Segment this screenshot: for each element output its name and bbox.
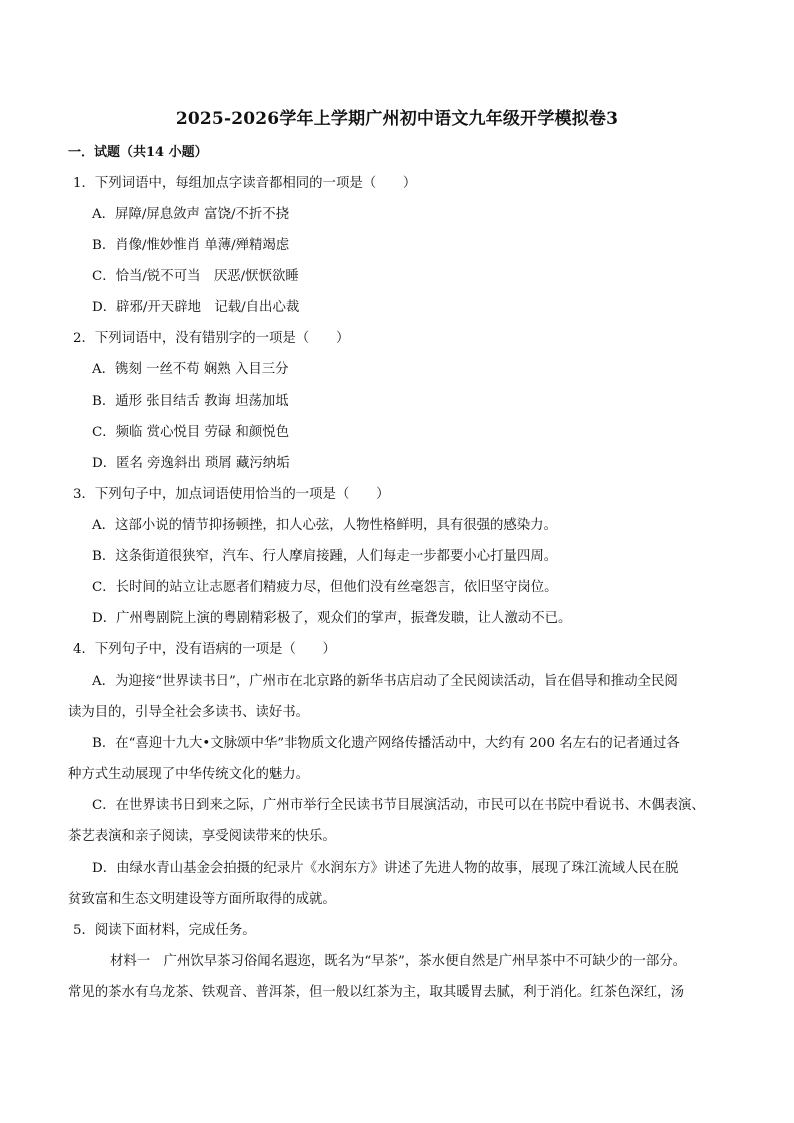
question-1-stem: 1．下列词语中，每组加点字读音都相同的一项是（ ） bbox=[73, 176, 417, 191]
question-1-option-c: C．恰当/锐不可当 厌恶/恹恹欲睡 bbox=[92, 269, 299, 284]
question-4-option-b: B．在“喜迎十九大•文脉颂中华”非物质文化遗产网络传播活动中，大约有 200 名左右的记者通过各 bbox=[92, 736, 680, 751]
question-4-option-d: D．由绿水青山基金会拍摄的纪录片《水润东方》讲述了先进人物的故事，展现了珠江流域人民在脱 bbox=[92, 861, 679, 876]
question-3-option-a: A．这部小说的情节抑扬顿挫，扣人心弦，人物性格鲜明，具有很强的感染力。 bbox=[92, 518, 557, 533]
question-3-option-b: B．这条街道很狭窄，汽车、行人摩肩接踵，人们每走一步都要小心打量四周。 bbox=[92, 549, 558, 564]
question-2-option-a: A．镌刻 一丝不苟 娴熟 入目三分 bbox=[92, 362, 289, 377]
question-4-option-c-cont: 茶艺表演和亲子阅读，享受阅读带来的快乐。 bbox=[68, 829, 336, 844]
question-4-option-b-cont: 种方式生动展现了中华传统文化的魅力。 bbox=[68, 767, 310, 782]
page-title: 2025-2026学年上学期广州初中语文九年级开学模拟卷3 bbox=[175, 109, 619, 129]
question-1-option-a: A．屏障/屏息敛声 富饶/不折不挠 bbox=[92, 207, 290, 222]
question-4-stem: 4．下列句子中，没有语病的一项是（ ） bbox=[73, 642, 336, 657]
question-3-option-d: D．广州粤剧院上演的粤剧精彩极了，观众们的掌声，振聋发聩，让人激动不已。 bbox=[92, 611, 572, 626]
question-1-option-d: D．辟邪/开天辟地 记载/自出心裁 bbox=[92, 300, 300, 315]
question-2-option-b: B．遁形 张目结舌 教诲 坦荡加坻 bbox=[92, 394, 289, 409]
question-3-option-c: C．长时间的站立让志愿者们精疲力尽，但他们没有丝毫怨言，依旧坚守岗位。 bbox=[92, 580, 558, 595]
question-5-stem: 5．阅读下面材料，完成任务。 bbox=[73, 923, 256, 938]
section-heading: 一．试题（共14 小题） bbox=[68, 145, 208, 160]
question-1-option-b: B．肖像/惟妙惟肖 单薄/殚精竭虑 bbox=[92, 238, 290, 253]
question-4-option-c: C．在世界读书日到来之际，广州市举行全民读书节目展演活动，市民可以在书院中看说书、木偶表演、 bbox=[92, 798, 705, 813]
question-2-option-d: D．匿名 旁逸斜出 琐屑 藏污纳垢 bbox=[92, 456, 290, 471]
question-2-option-c: C．频临 赏心悦目 劳碌 和颜悦色 bbox=[92, 425, 290, 440]
question-2-stem: 2．下列词语中，没有错别字的一项是（ ） bbox=[73, 331, 350, 346]
question-4-option-a-cont: 读为目的，引导全社会多读书、读好书。 bbox=[68, 705, 310, 720]
material-1-paragraph-cont: 常见的茶水有乌龙茶、铁观音、普洱茶，但一般以红茶为主，取其暖胃去腻，利于消化。红茶色深红，汤 bbox=[68, 985, 684, 1000]
question-3-stem: 3．下列句子中，加点词语使用恰当的一项是（ ） bbox=[73, 487, 390, 502]
material-1-paragraph: 材料一 广州饮早茶习俗闻名遐迩，既名为“早茶”，茶水便自然是广州早茶中不可缺少的一部分。 bbox=[110, 954, 687, 969]
question-4-option-d-cont: 贫致富和生态文明建设等方面所取得的成就。 bbox=[68, 892, 336, 907]
question-4-option-a: A．为迎接“世界读书日”，广州市在北京路的新华书店启动了全民阅读活动，旨在倡导和推动全民阅 bbox=[92, 674, 678, 689]
